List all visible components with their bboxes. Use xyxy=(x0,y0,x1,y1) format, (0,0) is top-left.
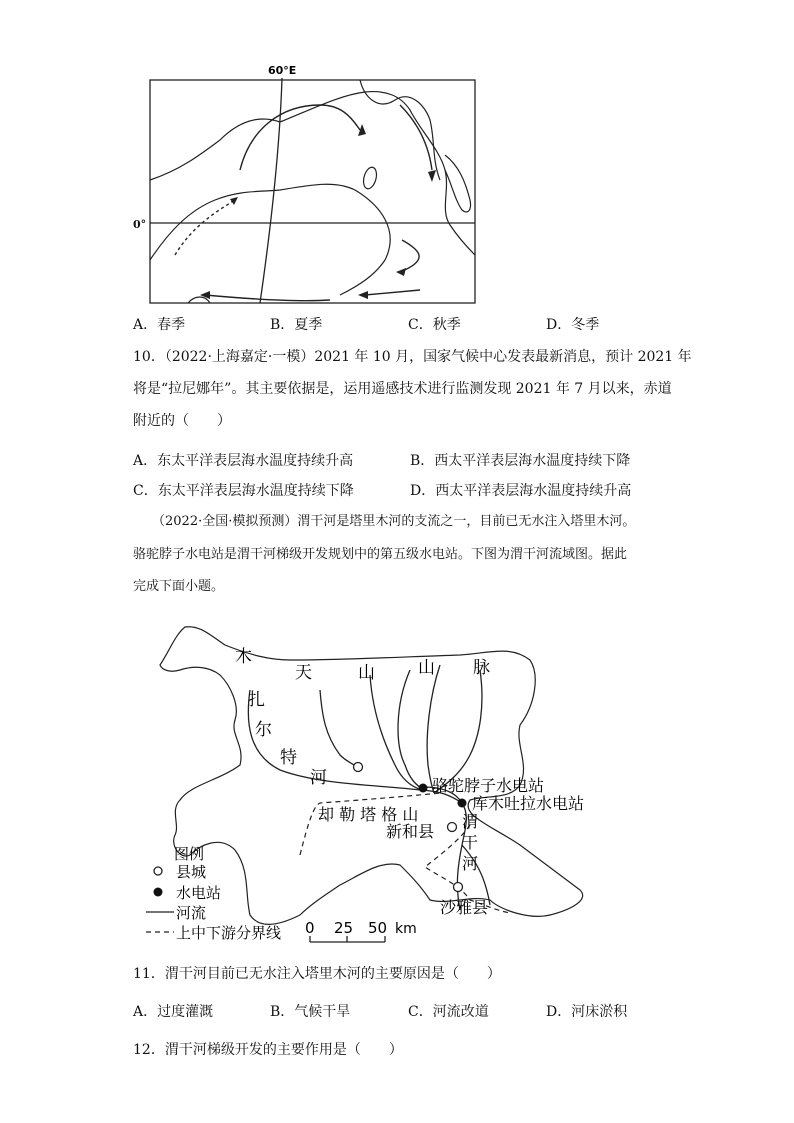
legend-station: 水电站 xyxy=(176,884,222,902)
map-label-he: 河 xyxy=(310,768,327,788)
weigan-basin-map xyxy=(140,615,630,950)
intro-line-2: 骆驼脖子水电站是渭干河梯级开发规划中的第五级水电站。下图为渭干河流域图。据此 xyxy=(133,547,628,562)
q11-option-c[interactable]: C．河流改道 xyxy=(408,1004,489,1020)
q9-option-c[interactable]: C．秋季 xyxy=(408,317,461,333)
map-label-te: 特 xyxy=(280,748,297,768)
map-label-shan2: 山 xyxy=(418,658,435,678)
q10-stem-line-2: 将是“拉尼娜年”。其主要依据是，运用遥感技术进行监测发现 2021 年 7 月以来，赤道 xyxy=(133,381,672,397)
longitude-label: 60°E xyxy=(268,64,297,77)
legend-county: 县城 xyxy=(176,863,207,881)
q9-option-b[interactable]: B．夏季 xyxy=(270,317,323,333)
q10-option-c[interactable]: C．东太平洋表层海水温度持续下降 xyxy=(133,483,354,499)
map-label-mai: 脉 xyxy=(473,658,490,678)
q11-stem: 11．渭干河目前已无水注入塔里木河的主要原因是（ ） xyxy=(133,966,501,982)
q10-option-a[interactable]: A．东太平洋表层海水温度持续升高 xyxy=(133,453,354,469)
map-label-weigan-he: 河 xyxy=(462,854,479,873)
q11-option-a[interactable]: A．过度灌溉 xyxy=(133,1004,214,1020)
map-label-shan1: 山 xyxy=(358,663,375,683)
map-label-wei: 渭 xyxy=(462,812,479,831)
map-label-mu: 木 xyxy=(235,647,252,667)
scale-25: 25 xyxy=(334,919,354,937)
q9-option-d[interactable]: D．冬季 xyxy=(546,317,600,333)
legend-boundary: 上中下游分界线 xyxy=(176,924,282,942)
map-label-zha: 扎 xyxy=(248,690,265,710)
map-label-shaya: 沙雅县 xyxy=(440,898,489,917)
scale-0: 0 xyxy=(305,919,315,937)
q9-option-a[interactable]: A．春季 xyxy=(133,317,186,333)
map-label-station-luotuo: 骆驼脖子水电站 xyxy=(432,776,545,795)
q10-option-b[interactable]: B．西太平洋表层海水温度持续下降 xyxy=(410,453,631,469)
map-label-station-kumutula: 库木吐拉水电站 xyxy=(472,794,585,813)
intro-line-3: 完成下面小题。 xyxy=(133,579,225,594)
map-label-er: 尔 xyxy=(255,720,272,740)
legend-river: 河流 xyxy=(176,904,207,922)
q10-option-d[interactable]: D．西太平洋表层海水温度持续升高 xyxy=(410,483,632,499)
q10-stem-line-1: 10．（2022·上海嘉定·一模）2021 年 10 月，国家气候中心发表最新消息，预计 2021 年 xyxy=(133,349,692,365)
legend-title: 图例 xyxy=(174,845,205,863)
q12-stem: 12．渭干河梯级开发的主要作用是（ ） xyxy=(133,1042,403,1058)
scale-50: 50 xyxy=(368,919,388,937)
latitude-label: 0° xyxy=(133,218,147,231)
map-label-queletag: 却 勒 塔 格 山 xyxy=(318,805,419,824)
map-label-xinhe: 新和县 xyxy=(386,822,435,841)
scale-unit: km xyxy=(395,921,417,937)
q10-stem-line-3: 附近的（ ） xyxy=(133,413,231,429)
map-label-gan: 干 xyxy=(462,833,479,852)
map-label-tian: 天 xyxy=(295,663,312,683)
q11-option-b[interactable]: B．气候干旱 xyxy=(270,1004,351,1020)
q11-option-d[interactable]: D．河床淤积 xyxy=(546,1004,628,1020)
intro-line-1: （2022·全国·模拟预测）渭干河是塔里木河的支流之一，目前已无水注入塔里木河。 xyxy=(152,514,636,529)
current-map-figure xyxy=(140,60,490,310)
